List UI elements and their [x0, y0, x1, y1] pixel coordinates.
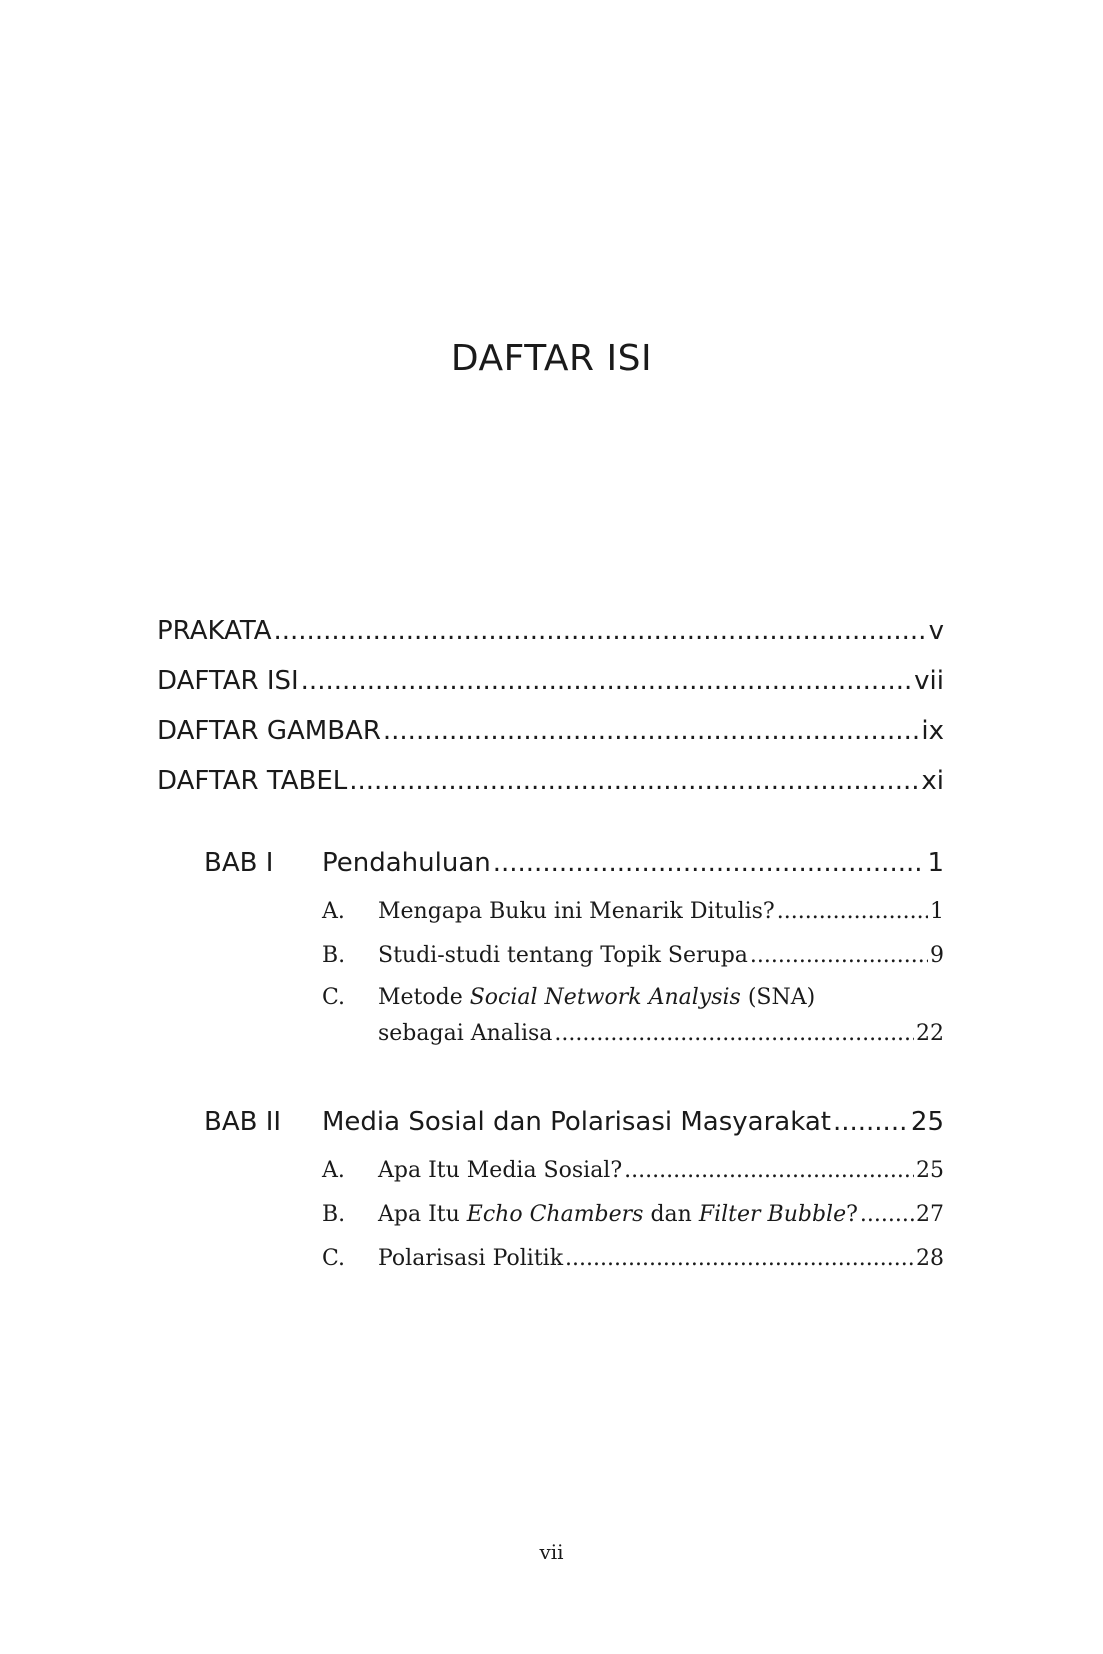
section-page: 28 — [916, 1246, 944, 1271]
leader-dots — [860, 1193, 914, 1237]
chapter-title-entry[interactable] — [322, 1097, 944, 1147]
chapter-number: BAB II — [204, 1107, 282, 1137]
section-page: 25 — [916, 1158, 944, 1183]
section-letter: A. — [322, 899, 345, 924]
section-title-line-2: sebagai Analisa — [378, 1021, 553, 1046]
leader-dots — [750, 934, 928, 978]
section-letter: C. — [322, 1246, 346, 1271]
chapter-title: Media Sosial dan Polarisasi Masyarakat — [322, 1107, 831, 1137]
page-number-footer: vii — [539, 1540, 564, 1564]
section-page: 22 — [916, 1021, 944, 1046]
toc-entry-page: xi — [921, 766, 944, 796]
section-page: 1 — [930, 899, 944, 924]
section-page: 27 — [916, 1202, 944, 1227]
chapter-page: 1 — [927, 848, 944, 878]
section-page: 9 — [930, 943, 944, 968]
leader-dots — [383, 706, 919, 756]
leader-dots — [624, 1149, 914, 1193]
section-title: Apa Itu Media Sosial? — [378, 1158, 623, 1183]
chapter-page: 25 — [910, 1107, 944, 1137]
leader-dots — [301, 656, 912, 706]
section-title-line-1: Metode Social Network Analysis (SNA) — [378, 985, 816, 1010]
chapter-title-entry[interactable] — [322, 838, 944, 888]
section-title: Studi-studi tentang Topik Serupa — [378, 943, 748, 968]
leader-dots — [493, 838, 926, 888]
chapter-number: BAB I — [204, 848, 274, 878]
toc-entry-page: vii — [914, 666, 944, 696]
section-letter: C. — [322, 985, 346, 1010]
toc-entry-daftar-gambar[interactable] — [157, 706, 944, 756]
toc-entry-daftar-isi[interactable] — [157, 656, 944, 706]
leader-dots — [554, 1016, 914, 1052]
leader-dots — [565, 1237, 914, 1281]
chapter-bab-2 — [204, 1097, 944, 1277]
toc-entry-label: DAFTAR ISI — [157, 666, 299, 696]
toc-entry-prakata[interactable] — [157, 606, 944, 656]
section-letter: B. — [322, 1202, 346, 1227]
section-title: Apa Itu Echo Chambers dan Filter Bubble? — [378, 1202, 858, 1227]
front-matter-list — [157, 606, 944, 806]
page-title: DAFTAR ISI — [450, 338, 653, 379]
toc-entry-page: v — [928, 616, 944, 646]
leader-dots — [777, 890, 928, 934]
toc-entry-label: PRAKATA — [157, 616, 272, 646]
toc-entry-label: DAFTAR TABEL — [157, 766, 348, 796]
chapter-bab-1 — [204, 838, 944, 1058]
leader-dots — [833, 1097, 909, 1147]
chapter-title: Pendahuluan — [322, 848, 491, 878]
section-title: Polarisasi Politik — [378, 1246, 564, 1271]
leader-dots — [274, 606, 927, 656]
section-title: Mengapa Buku ini Menarik Ditulis? — [378, 899, 775, 924]
toc-entry-label: DAFTAR GAMBAR — [157, 716, 381, 746]
section-letter: B. — [322, 943, 346, 968]
leader-dots — [349, 756, 919, 806]
section-letter: A. — [322, 1158, 345, 1183]
toc-entry-daftar-tabel[interactable] — [157, 756, 944, 806]
toc-entry-page: ix — [921, 716, 944, 746]
